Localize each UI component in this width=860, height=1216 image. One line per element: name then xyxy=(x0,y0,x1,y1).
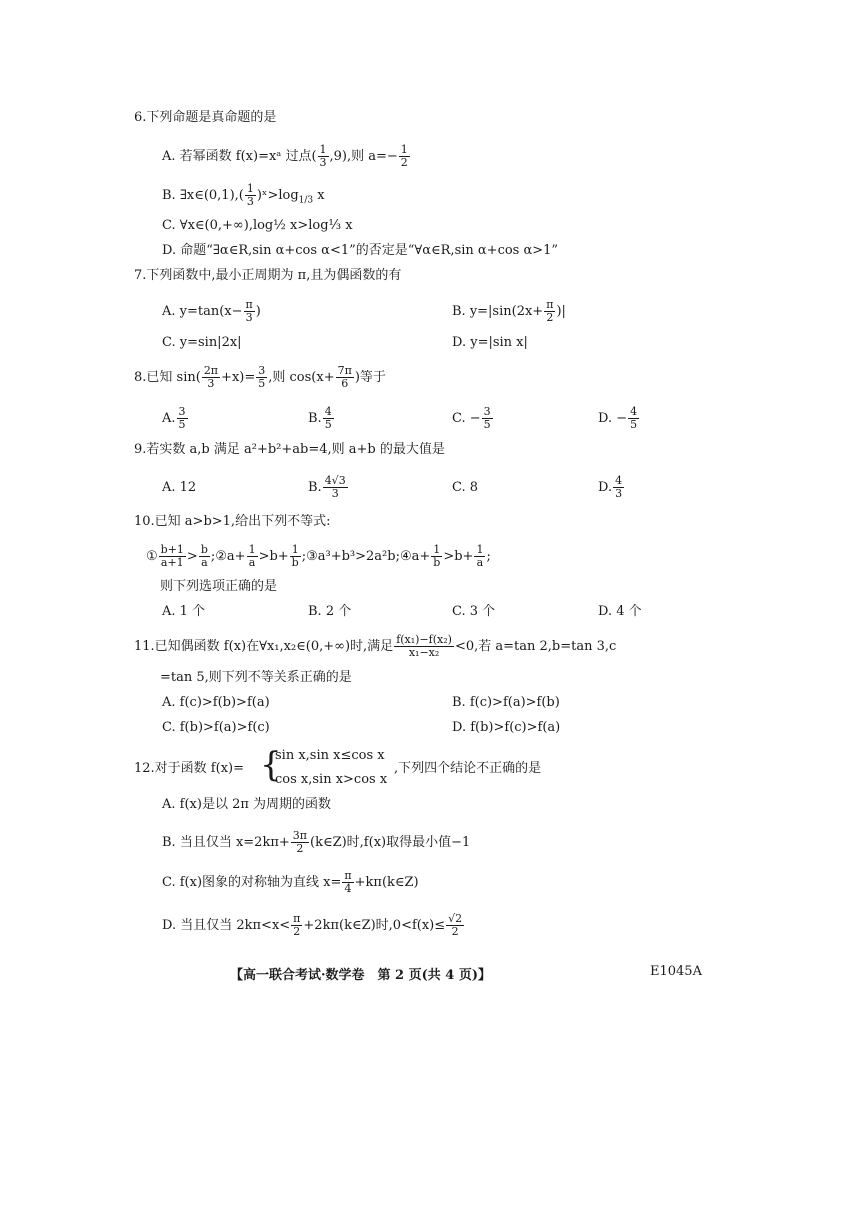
fraction xyxy=(336,365,354,390)
q8-option-a: A. $\frac{3}{5}$ xyxy=(162,405,186,431)
denominator: b xyxy=(291,556,299,569)
q10-option-b: B. 2 个 xyxy=(308,604,352,619)
denominator: 5 xyxy=(178,418,186,431)
numerator: 1 xyxy=(476,543,484,556)
denominator: 5 xyxy=(324,418,332,431)
q9-option-c: C. 8 xyxy=(452,480,479,495)
fraction xyxy=(446,913,464,938)
numerator: π xyxy=(344,869,352,882)
fraction xyxy=(482,406,493,431)
fraction xyxy=(177,406,188,431)
q10-question: 则下列选项正确的是 xyxy=(160,579,278,594)
fraction xyxy=(256,365,267,390)
denominator: x₁−x₂ xyxy=(408,646,440,659)
q12-option-a: A. f(x)是以 2π 为周期的函数 xyxy=(162,797,332,812)
denominator: a xyxy=(248,556,256,569)
numerator: 4 xyxy=(630,405,638,418)
denominator: 3 xyxy=(331,487,339,500)
numerator: b+1 xyxy=(160,543,184,556)
fraction xyxy=(474,544,485,569)
denominator: a xyxy=(201,556,208,569)
fraction xyxy=(159,544,186,569)
fraction xyxy=(399,144,410,169)
fraction xyxy=(613,475,624,500)
q6-option-c: C. ∀x∈(0,+∞),log½ x>log⅓ x xyxy=(162,218,353,233)
numerator: 1 xyxy=(400,143,408,156)
fraction xyxy=(291,830,309,855)
q8-option-c: C. − $\frac{3}{5}$ xyxy=(452,405,491,431)
q11-option-b: B. f(c)>f(a)>f(b) xyxy=(452,695,560,710)
denominator: 2 xyxy=(400,156,408,169)
fraction xyxy=(247,544,258,569)
q10-option-a: A. 1 个 xyxy=(162,604,206,619)
fraction xyxy=(202,365,220,390)
denominator: 2 xyxy=(451,925,459,938)
q12-stem-suffix: ,下列四个结论不正确的是 xyxy=(394,761,542,776)
q11-stem-line1: 11.已知偶函数 f(x)在∀x₁,x₂∈(0,+∞)时,满足 $\frac{\text{f(x₁)−f(x₂)}}{\text{x₁−x₂}}$ <0,若 a=tan 2,b=tan 3,c xyxy=(134,633,617,659)
fraction xyxy=(342,870,353,895)
denominator: 2 xyxy=(546,311,554,324)
q12-stem-prefix: 12.对于函数 f(x)= xyxy=(134,761,244,776)
denominator: 3 xyxy=(207,377,215,390)
q9-option-b: B. $\frac{4√3}{3}$ xyxy=(308,474,346,500)
fraction xyxy=(318,144,329,169)
page-footer: 【高一联合考试·数学卷 第 2 页(共 4 页)】 xyxy=(230,968,492,983)
q8-stem: 8.已知 sin( $\frac{2\pi}{3}$ +x)= $\frac{3}{5}$ ,则 cos(x+ $\frac{7\pi}{6}$ )等于 xyxy=(134,364,386,390)
denominator: 3 xyxy=(615,487,623,500)
numerator: 1 xyxy=(290,544,301,557)
fraction xyxy=(323,406,334,431)
q10-stem: 10.已知 a>b>1,给出下列不等式: xyxy=(134,514,331,529)
q8-option-d: D. − $\frac{4}{5}$ xyxy=(598,405,638,431)
numerator: 1 xyxy=(319,143,327,156)
denominator: a xyxy=(476,556,484,569)
denominator: 5 xyxy=(483,418,491,431)
q7-option-d: D. y=|sin x| xyxy=(452,335,528,350)
numerator: 7π xyxy=(337,364,352,377)
q7-option-b: B. y=|sin(2x+ $\frac{\pi}{2}$ )| xyxy=(452,298,566,324)
numerator: 3π xyxy=(292,829,307,842)
q12-case-2: cos x,sin x>cos x xyxy=(275,772,388,787)
q6-stem: 6.下列命题是真命题的是 xyxy=(134,110,277,125)
q6-option-a: A. 若幂函数 f(x)=xᵃ 过点( $\frac{1}{3}$ ,9),则 a=− $\frac{1}{2}$ xyxy=(162,143,408,169)
fraction xyxy=(394,634,454,659)
denominator: 4 xyxy=(344,882,352,895)
q9-option-d: D. $\frac{4}{3}$ xyxy=(598,474,623,500)
brace-icon: { xyxy=(260,745,282,785)
numerator: π xyxy=(546,298,554,311)
numerator: 3 xyxy=(258,364,266,377)
q12-option-d: D. 当且仅当 2kπ<x< $\frac{\pi}{2}$ +2kπ(k∈Z)时,0<f(x)≤ $\frac{√2}{2}$ xyxy=(162,912,463,938)
numerator: f(x₁)−f(x₂) xyxy=(396,633,452,646)
numerator: b xyxy=(200,543,208,556)
denominator: 2 xyxy=(296,842,304,855)
fraction xyxy=(431,544,442,569)
denominator: 3 xyxy=(245,311,253,324)
denominator: 3 xyxy=(319,156,327,169)
fraction xyxy=(544,299,555,324)
numerator: √2 xyxy=(448,912,463,925)
fraction xyxy=(628,406,639,431)
numerator: 3 xyxy=(483,405,491,418)
numerator: 1 xyxy=(246,182,254,195)
q8-option-b: B. $\frac{4}{5}$ xyxy=(308,405,332,431)
q12-case-1: sin x,sin x≤cos x xyxy=(275,748,385,763)
q11-stem-line2: =tan 5,则下列不等关系正确的是 xyxy=(160,670,352,685)
q7-stem: 7.下列函数中,最小正周期为 π,且为偶函数的有 xyxy=(134,268,402,283)
fraction xyxy=(323,475,348,500)
q7-option-a: A. y=tan(x− $\frac{\pi}{3}$ ) xyxy=(162,298,261,324)
numerator: 4 xyxy=(324,405,332,418)
fraction xyxy=(199,544,210,569)
numerator: π xyxy=(293,912,301,925)
q11-option-a: A. f(c)>f(b)>f(a) xyxy=(162,695,270,710)
fraction xyxy=(244,299,255,324)
q12-option-c: C. f(x)图象的对称轴为直线 x= $\frac{\pi}{4}$ +kπ(k∈Z) xyxy=(162,869,419,895)
fraction xyxy=(291,913,302,938)
q9-stem: 9.若实数 a,b 满足 a²+b²+ab=4,则 a+b 的最大值是 xyxy=(134,442,445,457)
numerator: 2π xyxy=(203,364,219,377)
denominator: 5 xyxy=(258,377,266,390)
denominator: 3 xyxy=(246,195,254,208)
denominator: 5 xyxy=(630,418,638,431)
numerator: 1 xyxy=(431,544,442,557)
numerator: 1 xyxy=(248,543,256,556)
numerator: 4√3 xyxy=(324,474,346,487)
numerator: π xyxy=(245,298,253,311)
q10-option-c: C. 3 个 xyxy=(452,604,496,619)
q9-option-a: A. 12 xyxy=(162,480,197,495)
q6-option-d: D. 命题“∃α∈R,sin α+cos α<1”的否定是“∀α∈R,sin α+cos α>1” xyxy=(162,243,559,258)
exam-code: E1045A xyxy=(650,964,702,979)
numerator: 3 xyxy=(178,405,186,418)
q6-option-b: B. ∃x∈(0,1),( $\frac{1}{3}$ )$ˣ>\log_{1/3}$ x xyxy=(162,182,325,208)
q10-option-d: D. 4 个 xyxy=(598,604,642,619)
denominator: 6 xyxy=(341,377,349,390)
fraction xyxy=(290,544,301,569)
denominator: b xyxy=(433,556,441,569)
q7-option-c: C. y=sin|2x| xyxy=(162,335,242,350)
fraction xyxy=(245,183,256,208)
denominator: 2 xyxy=(293,925,301,938)
q12-option-b: B. 当且仅当 x=2kπ+ $\frac{3\pi}{2}$ (k∈Z)时,f(x)取得最小值−1 xyxy=(162,829,471,855)
q10-inequalities: ① $\frac{b+1}{a+1}$ > $\frac{b}{a}$ ;②a+ $\frac{1}{a}$ >b+ $\frac{1}{b}$ ;③a³+b³>2a²b;④a+ $\frac{1}{b}$ >b+ $\frac{1}{a}$ ; xyxy=(146,543,491,569)
numerator: 4 xyxy=(615,474,623,487)
q11-option-d: D. f(b)>f(c)>f(a) xyxy=(452,720,561,735)
denominator: a+1 xyxy=(160,556,184,569)
q11-option-c: C. f(b)>f(a)>f(c) xyxy=(162,720,270,735)
